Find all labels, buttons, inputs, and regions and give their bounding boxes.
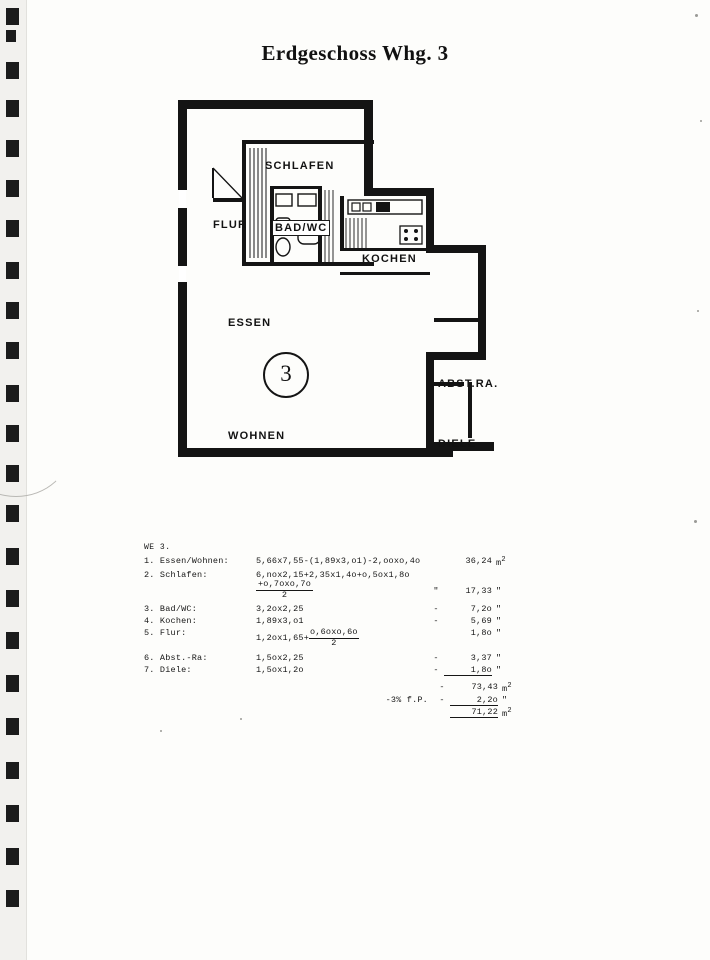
calc-total-unit: $m^2$: [502, 706, 512, 719]
calc-row-formula: 1,2ox1,65+ $\frac{\text{o,6oxo,6o}}{2}$: [256, 627, 358, 648]
room-label-schlafen: SCHLAFEN: [265, 160, 335, 172]
calc-row: [144, 570, 544, 580]
room-label-essen: ESSEN: [228, 317, 272, 329]
calc-subtotal-unit: $m^2$: [502, 682, 512, 694]
calc-row: [144, 665, 544, 676]
calc-row-dots: ": [433, 585, 439, 596]
calc-row-unit: ": [496, 585, 502, 596]
scan-speck: [700, 120, 702, 122]
calc-row-unit: ": [496, 628, 502, 639]
binder-punch-mark: [6, 718, 19, 735]
binder-punch-mark: [6, 262, 19, 279]
room-label-diele: DIELE: [438, 438, 477, 450]
calc-row-unit: $m^2$: [496, 556, 506, 568]
calc-subtotal-value: 73,43: [471, 682, 498, 693]
area-calculation-table: [144, 543, 544, 720]
calc-inline-fraction: $\frac{\text{o,6oxo,6o}}{2}$: [310, 627, 358, 648]
calc-row-unit: ": [496, 616, 502, 627]
calc-row-formula: 1,89x3,o1: [256, 616, 304, 627]
binder-punch-mark: [6, 762, 19, 779]
we-label: WE 3.: [144, 543, 171, 552]
floor-plan-svg: [150, 90, 550, 490]
calc-row-name: 6. Abst.-Ra:: [144, 653, 208, 664]
page-title: Erdgeschoss Whg. 3: [261, 41, 449, 65]
room-label-wohnen: WOHNEN: [228, 430, 286, 442]
binder-punch-mark: [6, 675, 19, 692]
calc-subtotal-row: - 73,43 $m^2$: [144, 682, 544, 694]
room-label-bad-wc: BAD/WC: [272, 220, 330, 236]
calc-row-name: 5. Flur:: [144, 628, 187, 639]
calc-row: [144, 616, 544, 626]
calc-row-continuation: [144, 580, 544, 601]
calc-row-value: 7,2o: [470, 604, 492, 615]
calc-total-value: 71,22: [450, 707, 498, 718]
calc-row-value: 17,33: [465, 585, 492, 596]
binder-punch-mark: [6, 505, 19, 522]
calc-row-name: 4. Kochen:: [144, 616, 198, 627]
unit-number-badge: 3: [263, 352, 309, 398]
calc-row-dots: -: [433, 653, 439, 664]
calc-row-value: 36,24: [465, 556, 492, 566]
calc-row-formula: 1,5ox1,2o: [256, 665, 304, 676]
calc-row-name: 7. Diele:: [144, 665, 192, 676]
binder-punch-mark: [6, 632, 19, 649]
calc-row-formula: 1,5ox2,25: [256, 653, 304, 664]
calc-row-dots: -: [433, 616, 439, 627]
calc-deduction-unit: ": [502, 694, 508, 705]
calc-row-fraction: $\frac{\text{+o,7oxo,7o}}{2}$: [258, 578, 312, 600]
calc-row-name: 3. Bad/WC:: [144, 604, 198, 615]
calc-row-formula: 5,66x7,55-(1,89x3,o1)-2,ooxo,4o: [256, 556, 421, 566]
room-label-flur: FLUR: [213, 219, 248, 231]
calc-totals: [144, 682, 544, 719]
binder-punch-mark: [6, 8, 19, 25]
binder-punch-mark: [6, 180, 19, 197]
binder-punch-mark: [6, 140, 19, 157]
calc-row-formula: 6,nox2,15+2,35x1,4o+o,5ox1,8o: [256, 569, 410, 580]
calc-deduction-row: -3% f.P. - 2,2o ": [144, 695, 544, 706]
binder-punch-mark: [6, 220, 19, 237]
calc-row-value: 1,8o: [444, 665, 492, 676]
binder-punch-mark: [6, 805, 19, 822]
calc-row-dots: -: [433, 665, 439, 676]
floor-plan-drawing: [150, 90, 550, 490]
calc-row-unit: ": [496, 653, 502, 664]
calc-row-unit: ": [496, 665, 502, 676]
calc-row-formula: 3,2ox2,25: [256, 604, 304, 615]
calc-row: [144, 628, 544, 648]
binder-punch-mark: [6, 342, 19, 359]
binder-punch-mark: [6, 590, 19, 607]
binder-punch-mark: [6, 302, 19, 319]
calc-row-value: 3,37: [470, 653, 492, 664]
scan-speck: [160, 730, 162, 732]
scan-speck: [695, 14, 698, 17]
calc-row-unit: ": [496, 604, 502, 615]
binder-punch-mark: [6, 848, 19, 865]
calc-row-name: 1. Essen/Wohnen:: [144, 556, 229, 566]
calc-row: [144, 556, 544, 568]
calc-total-row: [144, 707, 544, 719]
calc-row-name: 2. Schlafen:: [144, 569, 208, 580]
calc-row-value: 5,69: [470, 616, 492, 627]
calc-row-dots: -: [433, 604, 439, 615]
room-label-kochen: KOCHEN: [362, 253, 417, 265]
calc-row: [144, 604, 544, 614]
binder-punch-mark: [6, 548, 19, 565]
scan-arc-artifact: [0, 395, 72, 497]
calc-row: [144, 653, 544, 663]
scan-speck: [694, 520, 697, 523]
binder-punch-mark: [6, 100, 19, 117]
calc-row-value: 1,8o: [470, 628, 492, 639]
scan-speck: [697, 310, 699, 312]
room-label-abstellraum: ABST.RA.: [438, 378, 499, 390]
binder-punch-mark: [6, 890, 19, 907]
calc-deduction-label: -3% f.P.: [385, 694, 428, 705]
calc-deduction-value: 2,2o: [450, 695, 498, 706]
